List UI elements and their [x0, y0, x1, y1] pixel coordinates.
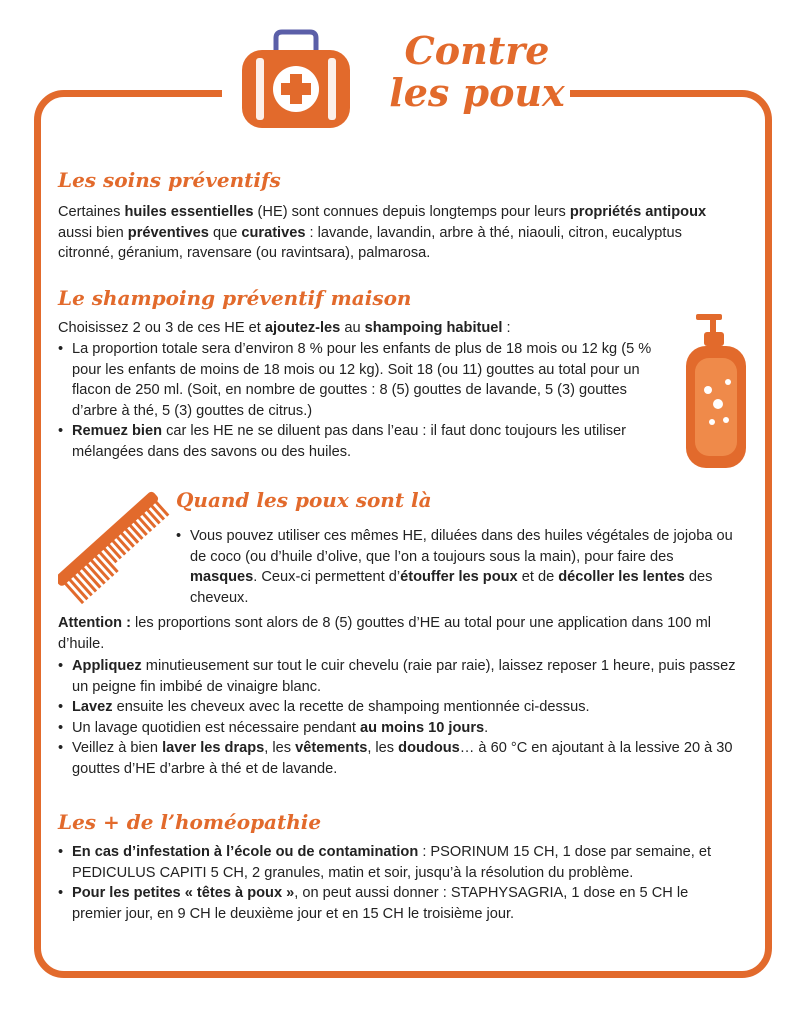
list-item: • Veillez à bien laver les draps, les vêtements, les doudous… à 60 °C en ajoutant à la lessive 20 à 30 gouttes d’HE d’arbre à thé et de lavande. — [58, 738, 744, 779]
list-item: • Lavez ensuite les cheveux avec la recette de shampoing mentionnée ci-dessus. — [58, 697, 744, 718]
heading-shampoo: Le shampoing préventif maison — [58, 286, 412, 310]
list-homeopathy — [58, 842, 738, 924]
list-item: • La proportion totale sera d’environ 8 % pour les enfants de plus de 18 mois ou 12 kg (5 % pour les enfants de moins de 18 mois ou 12 kg). Soit 18 (ou 11) gouttes au total pour un flacon de 250 ml. (Soit, en nombre de gouttes : 8 (5) gouttes de lavande, 5 (3) gouttes d’arbre à thé, 5 (3) gouttes de citrus.) — [58, 339, 674, 421]
paragraph-attention: Attention : les proportions sont alors de 8 (5) gouttes d’HE au total pour une application dans 100 ml d’huile. — [58, 615, 711, 652]
list-lice-top — [176, 526, 742, 608]
list-item: • En cas d’infestation à l’école ou de contamination : PSORINUM 15 CH, 1 dose par semaine, et PEDICULUS CAPITI 5 CH, 2 granules, matin et soir, jusqu’à la résolution du problème. — [58, 842, 738, 883]
list-lice — [58, 656, 744, 779]
comb-icon — [58, 486, 170, 608]
first-aid-kit-icon — [238, 28, 354, 132]
paragraph-preventive: Certaines huiles essentielles (HE) sont connues depuis longtemps pour leurs propriétés antipoux aussi bien préventives que curatives : lavande, lavandin, arbre à thé, niaouli, citron, eucalyptus citronné, géranium, ravensare (ou ravintsara), palmarosa. — [58, 204, 707, 261]
list-item: • Appliquez minutieusement sur tout le cuir chevelu (raie par raie), laissez reposer 1 heure, puis passez un peigne fin imbibé de vinaigre blanc. — [58, 656, 744, 697]
heading-preventive: Les soins préventifs — [58, 168, 281, 192]
heading-homeopathy: Les + de l’homéopathie — [58, 810, 322, 834]
list-item: • Un lavage quotidien est nécessaire pendant au moins 10 jours. — [58, 718, 744, 739]
list-shampoo — [58, 339, 674, 462]
heading-lice: Quand les poux sont là — [176, 488, 432, 512]
shampoo-bottle-icon — [682, 312, 752, 472]
paragraph-shampoo-intro: Choisissez 2 ou 3 de ces HE et ajoutez-les au shampoing habituel : — [58, 320, 511, 336]
page-title: Contre les poux — [389, 28, 565, 115]
list-item: • Pour les petites « têtes à poux », on peut aussi donner : STAPHYSAGRIA, 1 dose en 5 CH le premier jour, en 9 CH le deuxième jour et en 15 CH le troisième jour. — [58, 883, 738, 924]
list-item: • Remuez bien car les HE ne se diluent pas dans l’eau : il faut donc toujours les utiliser mélangées dans des savons ou des huiles. — [58, 421, 674, 462]
list-item: • Vous pouvez utiliser ces mêmes HE, diluées dans des huiles végétales de jojoba ou de coco (ou d’huile d’olive, que l’on a toujours sous la main), pour faire des masques. Ceux-ci permettent d’étouffer les poux et de décoller les lentes des cheveux. — [176, 526, 742, 608]
